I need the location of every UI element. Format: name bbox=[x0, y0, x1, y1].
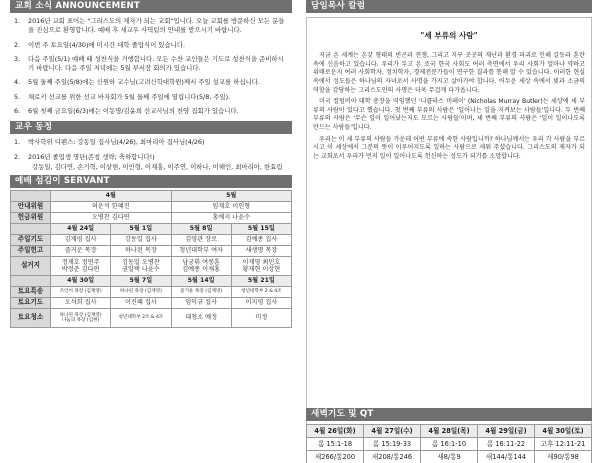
date-row: 4월 30일 5월 7일 5월 14일 5월 21일 bbox=[11, 276, 292, 287]
news-text: 5월 둘째 주일(5/8)에는 신원하 교수님(고려신학대학원)께서 주일 설교를 하십니다. bbox=[28, 78, 260, 87]
table-row: 롬 15:1-18 롬 15:19-33 롬 16:1-10 롬 16:11-22 고후 12:11-21 bbox=[307, 438, 592, 451]
table-row: 안내위원 허운석 한혜진 임재호 이인형 bbox=[11, 202, 292, 213]
news-item: 1. 2016년 교회 표어는 "그리스도의 제자가 되는 교회"입니다. 오늘 교회를 방문하신 모든 분들을 진심으로 환영합니다. 예배 후 새교우 사역팀의 안내를 받으시기 바랍니다. bbox=[14, 17, 285, 35]
table-row: 설거지 정재호 정연주 박정준 김다연 김동일 오병찬 권일택 나윤수 남궁휘 여봉훈 김예종 이재홍 이재영 최민호 황재현 이상현 bbox=[11, 257, 292, 276]
news-item: 2. 이번 주 토요일(4/30)에 미시간 대학 졸업식이 있습니다. bbox=[14, 41, 286, 50]
news-item: 6. 6월 첫째 금요일(6/3)에는 이동명/김윤희 선교사님의 찬양 집회가 있습니다. bbox=[14, 107, 286, 116]
graduate-names: 강동일, 김다연, 손기혁, 이상현, 이인형, 이재홍, 이주연, 이하나, 이해인, 최마리아, 한효림 bbox=[32, 162, 283, 171]
table-row: 새266/통200 새208/통246 새8/통9 새144/통144 새90/통98 bbox=[307, 451, 592, 463]
sermon-title: "세 부류의 사람" bbox=[420, 31, 478, 40]
fellowship-list bbox=[10, 134, 292, 172]
news-text: 2016년 교회 표어는 "그리스도의 제자가 되는 교회"입니다. 오늘 교회를 방문하신 모든 분들을 진심으로 환영합니다. 예배 후 새교우 사역팀의 안내를 받으시기 바랍니다. bbox=[28, 17, 285, 35]
pastor-column-header: 담임목사 칼럼 bbox=[306, 0, 592, 13]
service-header: 예배 섬김이 SERVANT bbox=[10, 175, 292, 188]
left-column bbox=[10, 0, 292, 328]
table-row: 주일헌고 즐거운 목장 하나된 목장 청년대학부 여자 새생명 목장 bbox=[11, 246, 292, 257]
table-row: 헌금위원 오병찬 김다연 홍예지 나윤수 bbox=[11, 213, 292, 224]
news-item: 3. 다음 주일(5/1) 예배 때 성찬식을 거행합니다. 모든 수찬 교인들은 기도로 성찬식을 준비하시기 바랍니다. 다음 주일 저녁에는 5월 부서장 회의가 있습니다. bbox=[14, 55, 286, 74]
qt-header: 새벽기도 및 QT bbox=[306, 408, 592, 421]
news-item: 5. 채로키 선교를 위한 선교 바자회가 5월 둘째 주일에 열립니다(5/8, 주일). bbox=[14, 93, 286, 102]
qt-table bbox=[306, 424, 592, 463]
month-header: 5월 bbox=[171, 191, 292, 202]
news-list bbox=[10, 13, 292, 116]
news-text: 이번 주 토요일(4/30)에 미시간 대학 졸업식이 있습니다. bbox=[28, 40, 186, 49]
news-header: 교회 소식 ANNOUNCEMENT bbox=[10, 0, 292, 13]
sermon-paragraph: 지금 온 세계는 온갖 형태의 빈곤과 전쟁, 그리고 지구 곳곳의 재난과 환경 파괴로 인해 갈등과 혼란 속에 신음하고 있습니다. 우리가 두고 온 조국 한국 사회도 여러 측면에서 우리 사회가 얼마나 약하고 위태로운지 여러 사회학자, 정치학자, 경제전문가들이 연구한 결과를 통해 알 수 있습니다. 이러한 현실 속에서 성도들은 하나님의 자녀로서 사명을 가지고 살아가야 합니다. 어두운 세상 속에서 빛과 소금의 역할을 감당하는 그리스도인의 사명은 더욱 무겁게 다가옵니다. bbox=[313, 52, 585, 94]
sermon-paragraph: 미국 컬럼비아 대학 총장을 역임했던 '니콜라스 머레이' (Nicholas Murray Butler)는 세상에 세 부류의 사람이 있다고 했습니다. 첫 번째 부류의 사람은 '일어나는 일을 지켜보는 사람들'입니다. 두 번째 부류의 사람은 '무슨 일이 일어났는지도 모르는 사람들'이며, 세 번째 부류의 사람은 '일이 일어나도록 만드는 사람들'입니다. bbox=[313, 98, 585, 132]
date-row: 4월 26일(화) 4월 27일(수) 4월 28일(목) 4월 29일(금) 4월 30일(토) bbox=[307, 425, 592, 438]
date-row: 4월 24일 5월 1일 5월 8일 5월 15일 bbox=[11, 224, 292, 235]
news-text: 채로키 선교를 위한 선교 바자회가 5월 둘째 주일에 열립니다(5/8, 주일). bbox=[28, 92, 231, 101]
news-text: 다음 주일(5/1) 예배 때 성찬식을 거행합니다. 모든 수찬 교인들은 기도로 성찬식을 준비하시기 바랍니다. 다음 주일 저녁에는 5월 부서장 회의가 있습니다. bbox=[28, 54, 284, 73]
right-column bbox=[306, 0, 592, 461]
table-row: 주일기도 김재영 집사 강동일 집사 김영관 장로 김예종 집사 bbox=[11, 235, 292, 246]
pastor-column-box bbox=[306, 17, 592, 433]
month-header: 4월 bbox=[51, 191, 172, 202]
table-row: 토요특송 즈언어 목장 (김재영) 하나된 목장 (김재영) 즐거운 목장 (김재영) 청년대학부 2 & 4조 bbox=[11, 287, 292, 298]
sermon-paragraph: 우리는 이 세 부류의 사람들 가운데 어떤 부류에 속한 사람입니까? 하나님께서는 우리 각 사람을 부르시고 이 세상에서 그분의 뜻이 이루어지도록 일하는 사람으로 세워 주셨습니다. 그리스도의 제자가 되는 교회로서 우리가 먼저 일이 일어나도록 헌신하는 성도가 되기를 소망합니다. bbox=[313, 135, 585, 161]
fellowship-item: 2. 2016년 졸업생 명단(존칭 생략; 축하합니다!) bbox=[14, 152, 155, 161]
news-item: 4. 5월 둘째 주일(5/8)에는 신원하 교수님(고려신학대학원)께서 주일 설교를 하십니다. bbox=[14, 78, 286, 87]
table-row: 토요기도 오석희 집사 이진혜 집사 임익규 집사 이지영 집사 bbox=[11, 298, 292, 309]
fellowship-item: 1. 박사학위 디펜스: 강동일 집사님(4/26), 최마리아 집사님(4/26) bbox=[14, 138, 205, 147]
table-row: 토요청소 하나된 목장 (김재영) 나눔의 목장 (김현) 청년대학부 2조 & 4조 대청소 예정 미정 bbox=[11, 309, 292, 328]
news-text: 6월 첫째 금요일(6/3)에는 이동명/김윤희 선교사님의 찬양 집회가 있습니다. bbox=[28, 106, 239, 115]
servant-table bbox=[10, 190, 292, 328]
fellowship-header: 교우 동정 bbox=[10, 121, 292, 134]
sermon-body bbox=[313, 52, 585, 162]
